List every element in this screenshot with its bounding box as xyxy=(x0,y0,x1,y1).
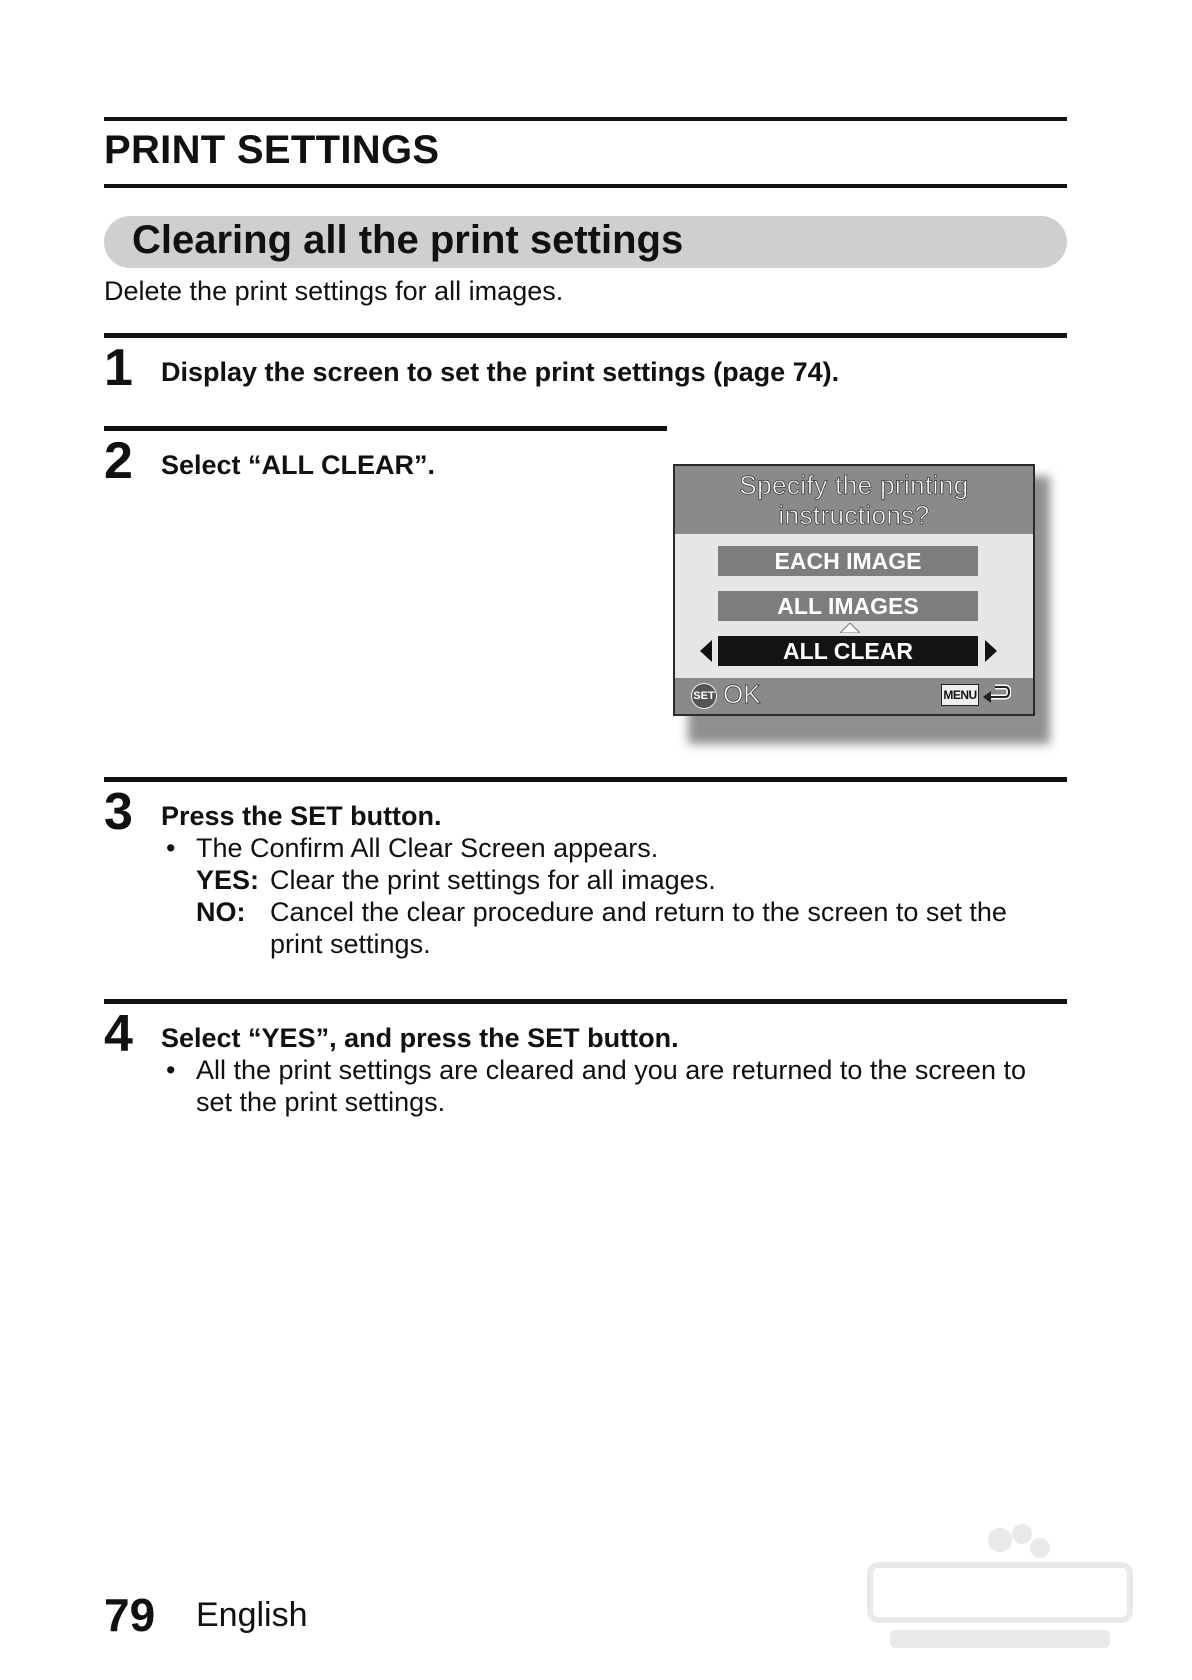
camera-prompt-line-1: Specify the printing xyxy=(739,470,969,500)
step-3-number: 3 xyxy=(104,783,133,841)
camera-prompt xyxy=(675,466,1033,534)
camera-ok-label: OK xyxy=(723,679,761,709)
watermark-logo-icon xyxy=(850,1510,1150,1660)
step-1-heading: Display the screen to set the print settings (page 74). xyxy=(161,357,840,387)
return-icon xyxy=(981,683,1011,707)
footer-language: English xyxy=(196,1596,308,1634)
camera-screen xyxy=(673,464,1035,716)
step-2-rule xyxy=(104,426,667,431)
step-3-heading: Press the SET button. xyxy=(161,801,442,831)
camera-footer xyxy=(675,678,1033,714)
step-2-number: 2 xyxy=(104,432,133,490)
section-intro: Delete the print settings for all images. xyxy=(104,276,564,306)
section-title: Clearing all the print settings xyxy=(132,218,684,262)
step-1-number: 1 xyxy=(104,339,133,397)
up-arrow-icon xyxy=(840,623,860,633)
menu-button-icon: MENU xyxy=(941,684,979,706)
step-3-rule xyxy=(104,777,1067,782)
step-4-heading: Select “YES”, and press the SET button. xyxy=(161,1023,679,1053)
header-bottom-rule xyxy=(104,184,1067,188)
step-1-rule xyxy=(104,333,1067,338)
step-4-number: 4 xyxy=(104,1005,133,1063)
camera-option-all-clear: ALL CLEAR xyxy=(718,636,978,666)
yes-label: YES: xyxy=(196,865,260,895)
step-3-bullet: The Confirm All Clear Screen appears. xyxy=(196,833,659,863)
page-number: 79 xyxy=(104,1589,156,1641)
set-button-icon: SET xyxy=(691,683,717,709)
camera-option-each-image: EACH IMAGE xyxy=(718,546,978,576)
bullet-icon: • xyxy=(166,1055,176,1085)
no-label: NO: xyxy=(196,897,246,927)
page-title: PRINT SETTINGS xyxy=(104,128,440,172)
step-4-rule xyxy=(104,999,1067,1004)
header-top-rule xyxy=(104,117,1067,121)
camera-prompt-line-2: instructions? xyxy=(778,500,930,530)
bullet-icon: • xyxy=(166,833,176,863)
left-arrow-icon xyxy=(700,640,712,662)
yes-description: Clear the print settings for all images. xyxy=(270,865,716,895)
no-description-line-1: Cancel the clear procedure and return to the screen to set the xyxy=(270,897,1007,927)
step-4-bullet-line-2: set the print settings. xyxy=(196,1087,446,1117)
no-description-line-2: print settings. xyxy=(270,929,431,959)
camera-option-all-images: ALL IMAGES xyxy=(718,591,978,621)
step-4-bullet-line-1: All the print settings are cleared and you are returned to the screen to xyxy=(196,1055,1026,1085)
right-arrow-icon xyxy=(985,640,997,662)
step-2-heading: Select “ALL CLEAR”. xyxy=(161,450,436,480)
